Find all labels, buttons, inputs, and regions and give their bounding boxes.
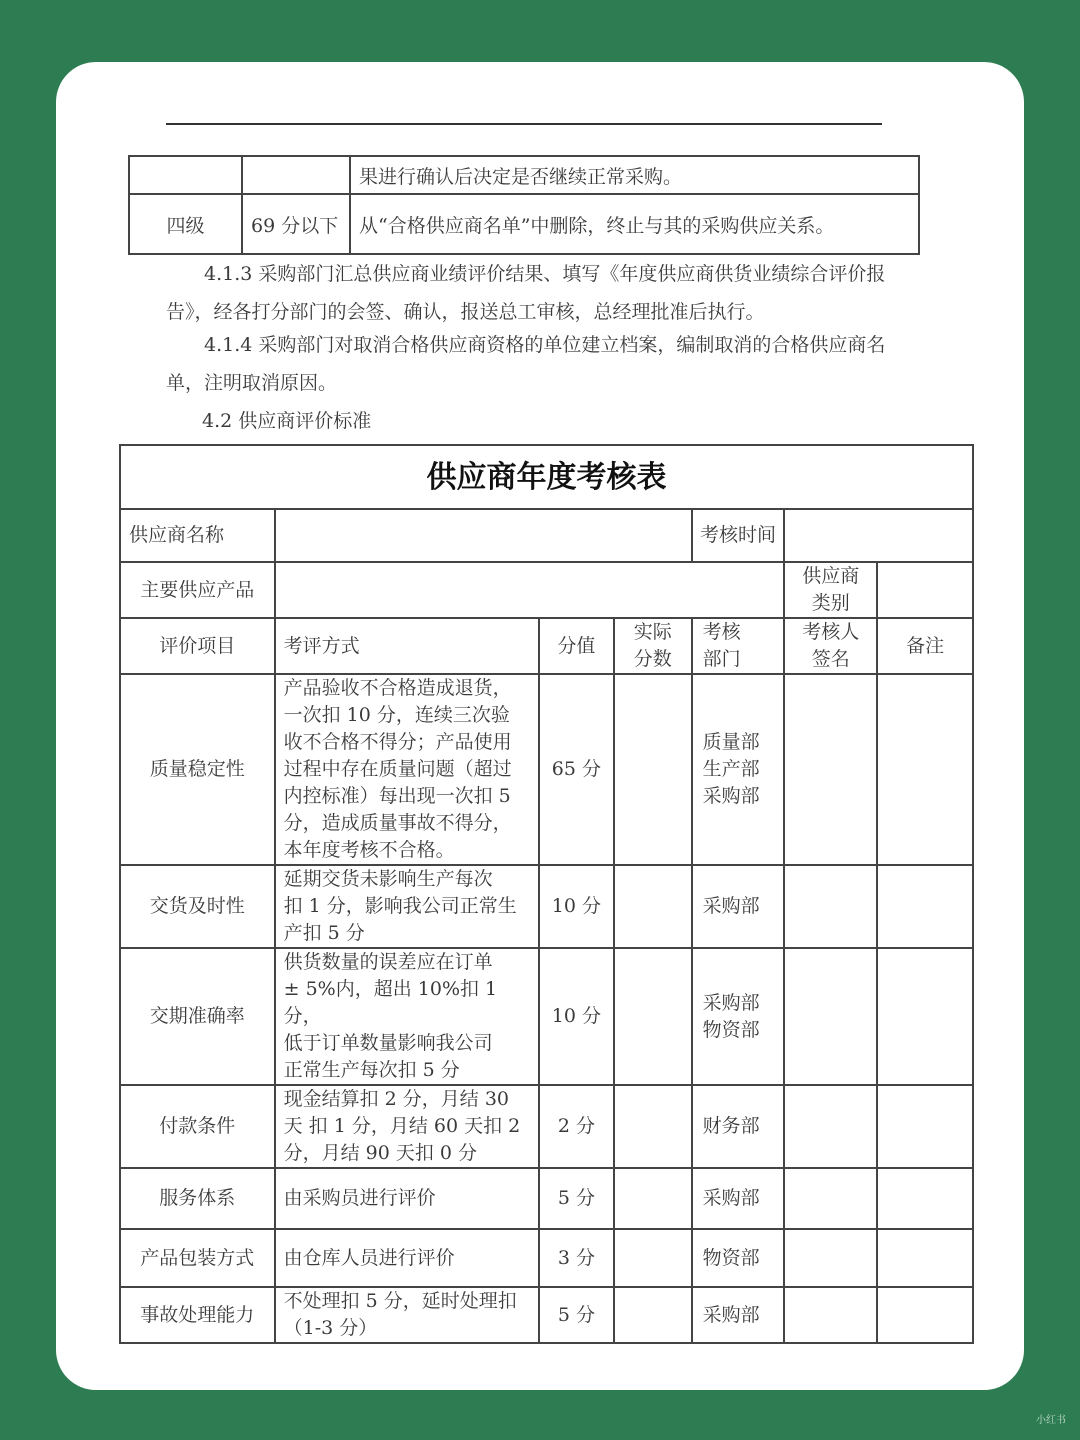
- table-row: [120, 674, 973, 865]
- actual-score-field[interactable]: [614, 1287, 692, 1343]
- action-cell: 从“合格供应商名单”中删除，终止与其的采购供应关系。: [350, 194, 919, 254]
- score-cell: 65 分: [539, 674, 614, 865]
- score-cell: 3 分: [539, 1229, 614, 1287]
- dept-cell: 质量部 生产部 采购部: [692, 674, 785, 865]
- method-cell: 供货数量的误差应在订单 ± 5%内，超出 10%扣 1 分， 低于订单数量影响我公司 正常生产每次扣 5 分: [275, 948, 539, 1085]
- supplier-name-label: 供应商名称: [120, 509, 275, 562]
- note-field[interactable]: [877, 865, 973, 948]
- supplier-name-field[interactable]: [275, 509, 692, 562]
- header-signer: 考核人 签名: [784, 618, 877, 674]
- note-field[interactable]: [877, 948, 973, 1085]
- method-cell: 由仓库人员进行评价: [275, 1229, 539, 1287]
- action-cell: 果进行确认后决定是否继续正常采购。: [350, 156, 919, 194]
- table-row: [120, 948, 973, 1085]
- level-table: [128, 155, 920, 255]
- review-time-label: 考核时间: [692, 509, 785, 562]
- table-row: [129, 194, 919, 254]
- method-cell: 不处理扣 5 分，延时处理扣 （1-3 分）: [275, 1287, 539, 1343]
- actual-score-field[interactable]: [614, 865, 692, 948]
- header-item: 评价项目: [120, 618, 275, 674]
- table-row: [120, 445, 973, 509]
- item-cell: 交期准确率: [120, 948, 275, 1085]
- main-product-label: 主要供应产品: [120, 562, 275, 618]
- header-dept: 考核 部门: [692, 618, 785, 674]
- watermark: 小红书: [1036, 1415, 1066, 1426]
- signer-field[interactable]: [784, 1229, 877, 1287]
- method-cell: 延期交货未影响生产每次 扣 1 分，影响我公司正常生 产扣 5 分: [275, 865, 539, 948]
- score-cell: 2 分: [539, 1085, 614, 1168]
- main-product-field[interactable]: [275, 562, 785, 618]
- item-cell: 付款条件: [120, 1085, 275, 1168]
- actual-score-field[interactable]: [614, 1168, 692, 1229]
- supplier-category-label: 供应商 类别: [784, 562, 877, 618]
- method-cell: 现金结算扣 2 分，月结 30 天 扣 1 分，月结 60 天扣 2 分，月结 90 天扣 0 分: [275, 1085, 539, 1168]
- score-cell: 10 分: [539, 948, 614, 1085]
- table-row: [120, 618, 973, 674]
- note-field[interactable]: [877, 1085, 973, 1168]
- review-time-field[interactable]: [784, 509, 973, 562]
- score-cell: 69 分以下: [242, 194, 350, 254]
- dept-cell: 财务部: [692, 1085, 785, 1168]
- header-rule: [166, 123, 882, 125]
- signer-field[interactable]: [784, 674, 877, 865]
- score-cell: 10 分: [539, 865, 614, 948]
- paragraph-4-1-3: 4.1.3 采购部门汇总供应商业绩评价结果、填写《年度供应商供货业绩综合评价报告》，经各打分部门的会签、确认，报送总工审核，总经理批准后执行。: [166, 263, 886, 323]
- dept-cell: 采购部 物资部: [692, 948, 785, 1085]
- note-field[interactable]: [877, 1229, 973, 1287]
- document-card: [56, 62, 1024, 1390]
- signer-field[interactable]: [784, 1287, 877, 1343]
- supplier-category-field[interactable]: [877, 562, 973, 618]
- section-heading-4-2: 4.2 供应商评价标准: [202, 410, 372, 432]
- item-cell: 服务体系: [120, 1168, 275, 1229]
- table-row: [120, 1229, 973, 1287]
- item-cell: 质量稳定性: [120, 674, 275, 865]
- actual-score-field[interactable]: [614, 1085, 692, 1168]
- table-row: [120, 1085, 973, 1168]
- note-field[interactable]: [877, 674, 973, 865]
- supplier-assessment-table: [119, 444, 974, 1344]
- item-cell: 产品包装方式: [120, 1229, 275, 1287]
- form-title: 供应商年度考核表: [120, 445, 973, 509]
- actual-score-field[interactable]: [614, 1229, 692, 1287]
- dept-cell: 物资部: [692, 1229, 785, 1287]
- level-cell: 四级: [129, 194, 242, 254]
- table-row: [120, 1287, 973, 1343]
- item-cell: 事故处理能力: [120, 1287, 275, 1343]
- note-field[interactable]: [877, 1168, 973, 1229]
- actual-score-field[interactable]: [614, 948, 692, 1085]
- header-score: 分值: [539, 618, 614, 674]
- signer-field[interactable]: [784, 1168, 877, 1229]
- table-row: [120, 509, 973, 562]
- score-cell: 5 分: [539, 1287, 614, 1343]
- actual-score-field[interactable]: [614, 674, 692, 865]
- signer-field[interactable]: [784, 865, 877, 948]
- signer-field[interactable]: [784, 948, 877, 1085]
- method-cell: 由采购员进行评价: [275, 1168, 539, 1229]
- dept-cell: 采购部: [692, 1168, 785, 1229]
- dept-cell: 采购部: [692, 865, 785, 948]
- header-note: 备注: [877, 618, 973, 674]
- table-row: [129, 156, 919, 194]
- level-cell: [129, 156, 242, 194]
- table-row: [120, 1168, 973, 1229]
- signer-field[interactable]: [784, 1085, 877, 1168]
- table-row: [120, 562, 973, 618]
- paragraph-4-1-4: 4.1.4 采购部门对取消合格供应商资格的单位建立档案，编制取消的合格供应商名单，注明取消原因。: [166, 334, 886, 394]
- header-actual-score: 实际 分数: [614, 618, 692, 674]
- dept-cell: 采购部: [692, 1287, 785, 1343]
- table-row: [120, 865, 973, 948]
- score-cell: [242, 156, 350, 194]
- note-field[interactable]: [877, 1287, 973, 1343]
- score-cell: 5 分: [539, 1168, 614, 1229]
- method-cell: 产品验收不合格造成退货， 一次扣 10 分，连续三次验 收不合格不得分；产品使用 过程中存在质量问题（超过 内控标准）每出现一次扣 5 分，造成质量事故不得分， 本年度考核不合格。: [275, 674, 539, 865]
- item-cell: 交货及时性: [120, 865, 275, 948]
- header-method: 考评方式: [275, 618, 539, 674]
